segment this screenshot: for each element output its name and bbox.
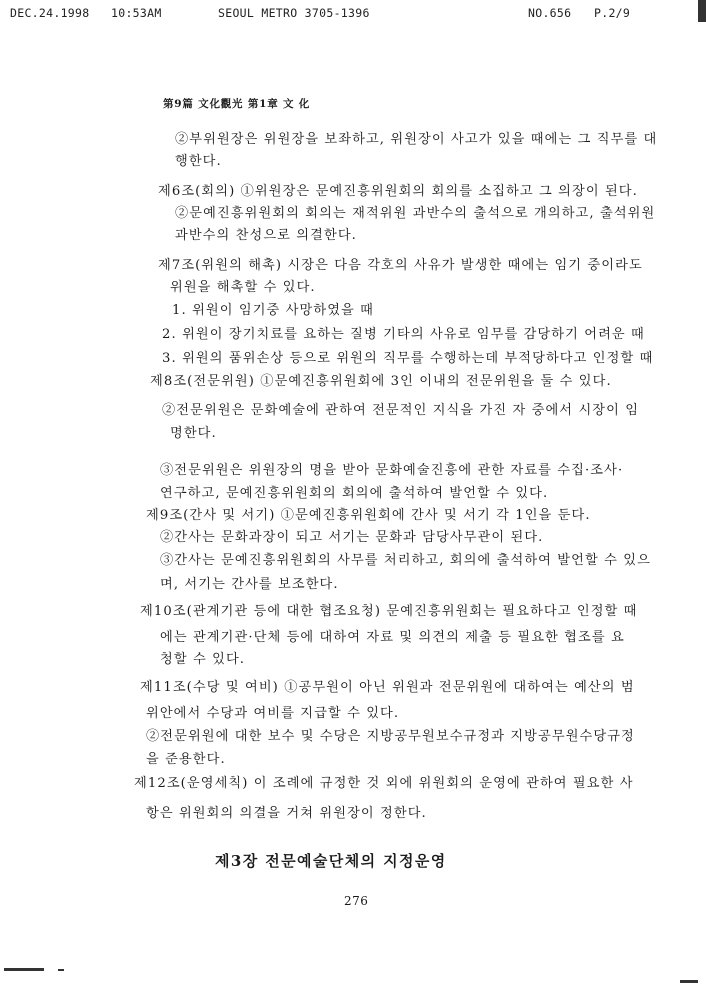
fax-sender: SEOUL METRO 3705-1396 (218, 6, 370, 20)
text-line: ③간사는 문예진흥위원회의 사무를 처리하고, 회의에 출석하여 발언할 수 있으 (160, 553, 651, 568)
chapter-title: 제3장 전문예술단체의 지정운영 (215, 852, 447, 870)
text-line: 위안에서 수당과 여비를 지급할 수 있다. (146, 706, 400, 721)
text-line: 항은 위원회의 의결을 거쳐 위원장이 정한다. (146, 806, 427, 821)
text-line: 연구하고, 문예진흥위원회의 회의에 출석하여 발언할 수 있다. (160, 486, 549, 501)
text-line: 며, 서기는 간사를 보조한다. (160, 577, 339, 592)
fax-date: DEC.24.1998 (10, 6, 90, 20)
article-9-line: 제9조(간사 및 서기) ①문예진흥위원회에 간사 및 서기 각 1인을 둔다. (146, 508, 591, 523)
text-line: 을 준용한다. (146, 752, 226, 767)
text-line: 에는 관계기관·단체 등에 대하여 자료 및 의견의 제출 등 필요한 협조를 요 (160, 630, 625, 645)
text-line: ②전문위원에 대한 보수 및 수당은 지방공무원보수규정과 지방공무원수당규정 (146, 729, 635, 744)
text-line: ③전문위원은 위원장의 명을 받아 문화예술진흥에 관한 자료를 수집·조사· (160, 463, 624, 478)
text-line: 위원을 해촉할 수 있다. (170, 280, 316, 295)
text-line: ②전문위원은 문화예술에 관하여 전문적인 지식을 가진 자 중에서 시장이 임 (162, 403, 640, 418)
fax-page: P.2/9 (594, 6, 631, 20)
list-item: 2. 위원이 장기치료를 요하는 질병 기타의 사유로 임무를 감당하기 어려운 때 (162, 327, 645, 342)
list-item: 3. 위원의 품위손상 등으로 위원의 직무를 수행하는데 부적당하다고 인정할 때 (162, 351, 654, 366)
article-8-line: 제8조(전문위원) ①문예진흥위원회에 3인 이내의 전문위원을 둘 수 있다. (150, 374, 612, 389)
text-line: 행한다. (175, 154, 222, 169)
fax-number: NO.656 (528, 6, 572, 20)
section-heading: 第9篇 文化觀光 第1章 文 化 (163, 98, 311, 110)
article-6-line: 제6조(회의) ①위원장은 문예진흥위원회의 회의를 소집하고 그 의장이 된다. (158, 184, 638, 199)
scan-edge-mark (680, 980, 698, 983)
fax-time: 10:53AM (111, 6, 162, 20)
text-line: ②부위원장은 위원장을 보좌하고, 위원장이 사고가 있을 때에는 그 직무를 대 (175, 132, 658, 147)
text-line: ②문예진흥위원회의 회의는 재적위원 과반수의 출석으로 개의하고, 출석위원 (175, 206, 656, 221)
article-11-line: 제11조(수당 및 여비) ①공무원이 아닌 위원과 전문위원에 대하여는 예산의 범 (140, 680, 635, 695)
scan-edge-mark (58, 969, 64, 971)
article-10-line: 제10조(관계기관 등에 대한 협조요청) 문예진흥위원회는 필요하다고 인정할 때 (140, 604, 638, 619)
text-line: ②간사는 문화과장이 되고 서기는 문화과 담당사무관이 된다. (160, 530, 544, 545)
text-line: 청할 수 있다. (160, 652, 246, 667)
article-7-line: 제7조(위원의 해촉) 시장은 다음 각호의 사유가 발생한 때에는 임기 중이라도 (158, 258, 643, 273)
article-12-line: 제12조(운영세칙) 이 조례에 규정한 것 외에 위원회의 운영에 관하여 필요한 사 (134, 776, 634, 791)
scan-edge-mark (4, 968, 44, 971)
list-item: 1. 위원이 임기중 사망하였을 때 (172, 303, 375, 318)
page-number: 276 (344, 894, 369, 908)
text-line: 과반수의 찬성으로 의결한다. (175, 228, 357, 243)
text-line: 명한다. (170, 426, 217, 441)
